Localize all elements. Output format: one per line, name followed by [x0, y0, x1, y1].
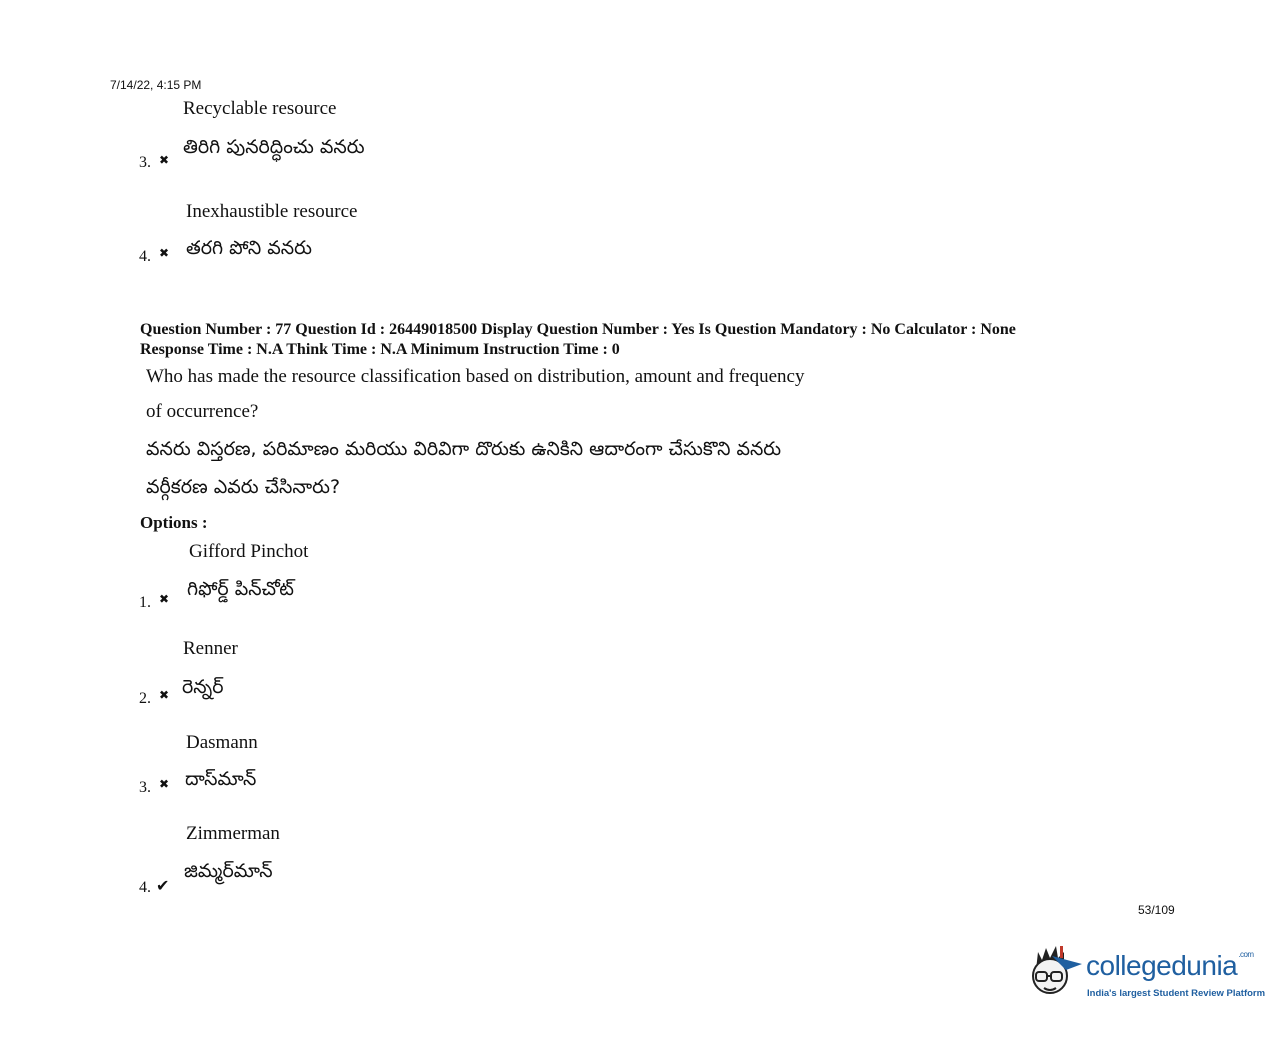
- question-text-telugu: వనరు విస్తరణ, పరిమాణం మరియు విరివిగా దొరుకు ఉనికిని ఆదారంగా చేసుకొని వనరు: [146, 438, 782, 460]
- option-english: Dasmann: [186, 732, 258, 753]
- option-number: 4.: [139, 248, 151, 265]
- option-english: Gifford Pinchot: [189, 541, 309, 562]
- check-icon: ✔: [156, 876, 170, 895]
- option-english: Renner: [183, 638, 238, 659]
- options-label: Options :: [140, 513, 208, 532]
- option-number: 2.: [139, 690, 151, 707]
- cross-icon: ✖: [159, 246, 170, 260]
- option-telugu: తరగి పోని వనరు: [186, 237, 312, 259]
- option-telugu: గిఫోర్డ్ పిన్‌చోట్: [187, 578, 294, 600]
- option-english: Recyclable resource: [183, 98, 337, 119]
- question-meta-line-2: Response Time : N.A Think Time : N.A Minimum Instruction Time : 0: [140, 341, 620, 358]
- option-english: Inexhaustible resource: [186, 201, 358, 222]
- cross-icon: ✖: [159, 153, 170, 167]
- page-number: 53/109: [1138, 903, 1175, 917]
- option-telugu: జిమ్మర్‌మాన్: [184, 860, 273, 882]
- question-text-telugu-cont: వర్గీకరణ ఎవరు చేసినారు?: [146, 476, 341, 498]
- cross-icon: ✖: [159, 688, 170, 702]
- brand-wordmark: collegedunia$^{.com}$: [1086, 950, 1254, 981]
- option-number: 1.: [139, 594, 151, 611]
- cross-icon: ✖: [159, 592, 170, 606]
- cross-icon: ✖: [159, 777, 170, 791]
- print-timestamp: 7/14/22, 4:15 PM: [110, 78, 202, 92]
- option-telugu: దాస్‌మాన్: [185, 768, 257, 790]
- option-number: 3.: [139, 154, 151, 171]
- question-text-english-cont: of occurrence?: [146, 401, 259, 422]
- option-english: Zimmerman: [186, 823, 280, 844]
- option-number: 4.: [139, 879, 151, 896]
- question-text-english: Who has made the resource classification based on distribution, amount and frequency: [146, 366, 805, 387]
- question-meta-line-1: Question Number : 77 Question Id : 26449018500 Display Question Number : Yes Is Question Mandatory : No Calculator : None: [140, 321, 1016, 338]
- option-telugu: రెన్నర్: [182, 676, 224, 698]
- brand-tagline: India's largest Student Review Platform: [1087, 988, 1266, 999]
- collegedunia-mascot-logo: [1024, 940, 1084, 1006]
- option-telugu: తిరిగి పునరిద్ధించు వనరు: [183, 136, 365, 158]
- option-number: 3.: [139, 779, 151, 796]
